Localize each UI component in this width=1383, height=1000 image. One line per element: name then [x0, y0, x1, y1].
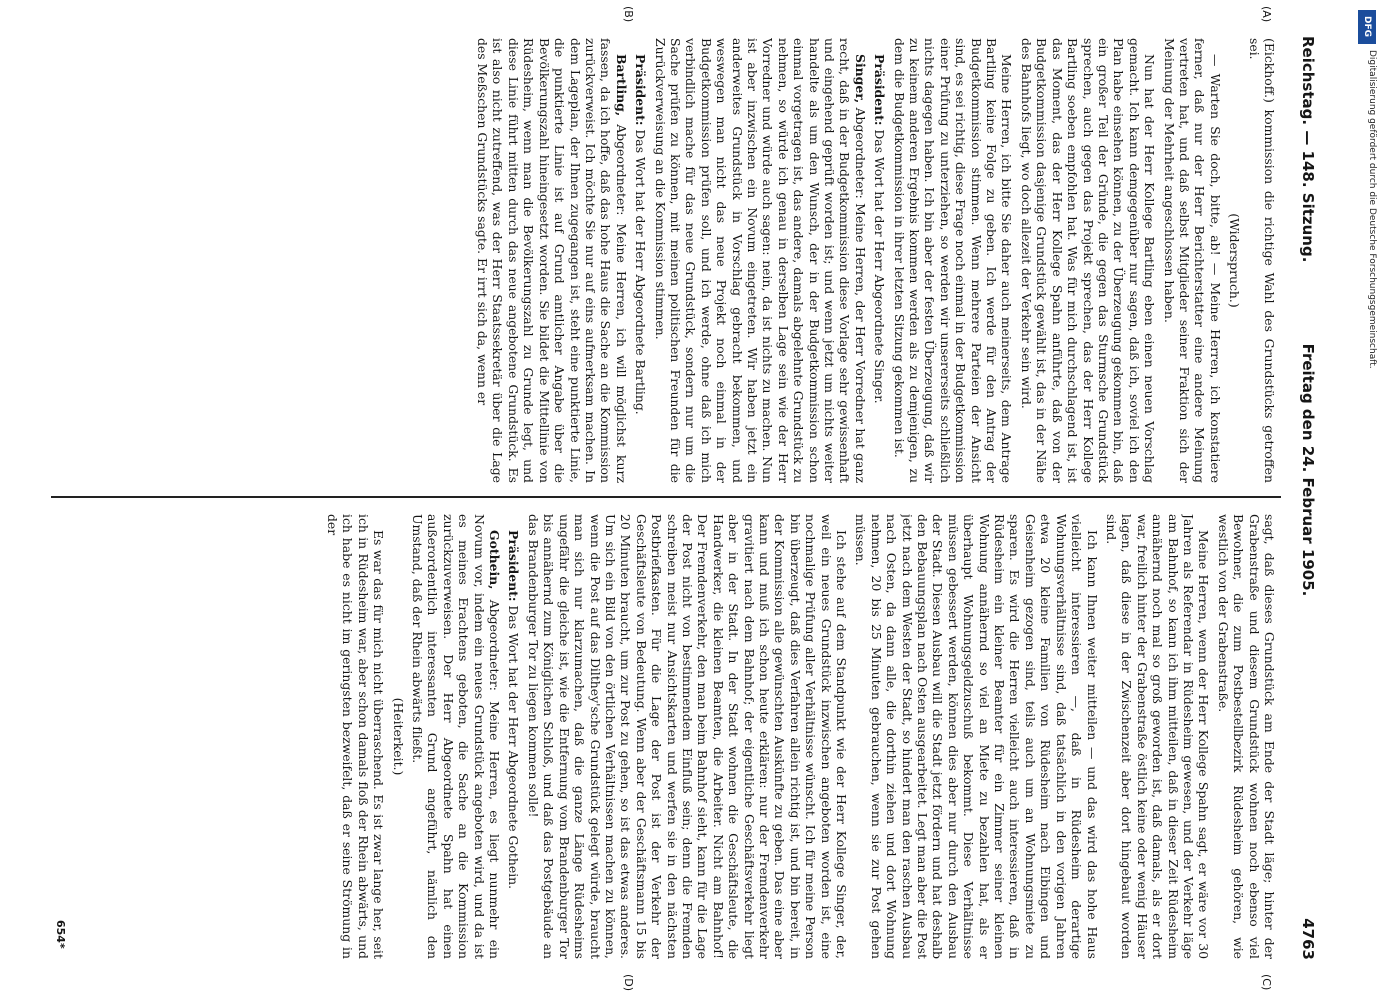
margin-marker-c: (C) [1260, 974, 1273, 991]
speech-text: Das Wort hat der Herr Abgeordnete Gothein. [506, 605, 522, 890]
speaker-name: Bartling, [613, 54, 629, 117]
paragraph: Ich stehe auf dem Standpunkt wie der Herr Kollege Singer, der, weil ein neues Grundstück inzwischen angeboten worden ist, eine nochmalige Prüfung aller Verhältnisse wünscht. Ich für meine Person bin überzeugt, daß dies Verfahren allein richtig ist, und bin bereit, in der Kommission alle gewünschten Auskünfte zu geben. Das eine aber kann und muß ich schon heute erklären: nur der Fremdenverkehr gravitiert nach dem Bahnhof; der eigentliche Geschäftsverkehr liegt aber in der Stadt. In der Stadt wohnen die Geschäftsleute, die Handwerker, die kleinen Beamten, die Arbeiter. Nicht am Bahnhof! Der Fremdenverkehr, den man beim Bahnhof sieht, kann für die Lage der Post nicht von bestimmendem Einfluß sein; denn die Fremden schreiben meist nur Ansichtskarten und werfen sie in den nächsten Postbriefkasten. Für die Lage der Post ist der Verkehr der Geschäftsleute von Bedeutung. Wenn aber der Geschäftsmann 15 bis 20 Minuten braucht, um zur Post zu gehen, so ist das etwas anderes. Um sich ein Bild von den örtlichen Verhältnissen machen zu können, wenn die Post auf das Dilthey'sche Grundstück gelegt würde, braucht man sich nur klarzumachen, daß die ganze Länge Rüdesheims ungefähr die gleiche ist, wie die Entfernung vom Brandenburger Tor bis annähernd zum Königlichen Schloß, und daß das Postgebäude an das Brandenburger Tor zu liegen kommen solle! [525, 514, 850, 959]
speaker-name: Gothein, [487, 530, 503, 590]
paragraph: (Eickhoff.) kommission die richtige Wahl des Grundstücks getroffen sei. [1246, 38, 1277, 483]
paragraph: Es war das für mich nicht überraschend. Es ist zwar lange her, seit ich in Rüdesheim war, aber schon damals floß der Rhein abwärts, und ich habe es nicht im geringsten bezweifelt, daß er seine Strömung in der [325, 514, 387, 959]
margin-marker-a: (A) [1260, 6, 1273, 23]
signature-mark: 654* [54, 920, 67, 949]
header-date: Freitag den 24. Februar 1905. [1299, 343, 1317, 597]
right-column [77, 514, 1277, 959]
credit-text: Digitalisierung gefördert durch die Deutsche Forschungsgemeinschaft. [1367, 50, 1377, 369]
speaker-name: Präsident: [506, 530, 522, 602]
president-statement [506, 514, 521, 959]
speaker-name: Präsident: [633, 54, 649, 126]
president-statement [872, 38, 887, 483]
paragraph: Meine Herren, ich bitte Sie daher auch meinerseits, dem Antrage Bartling keine Folge zu geben. Ich werde für den Antrag der Budgetkommission stimmen. Wenn mehrere Parteien der Ansicht sind, es sei richtig, diese Frage noch einmal in der Budgetkommission einer Prüfung zu unterziehen, so werden wir unsererseits schließlich nichts dagegen haben. Ich bin aber der festen Überzeugung, daß wir zu keinem anderen Ergebnis kommen werden als zu demjenigen, zu dem die Budgetkommission in ihrer letzten Sitzung gekommen ist. [891, 38, 1015, 483]
speech-paragraph [652, 38, 868, 483]
page-header [1285, 30, 1325, 970]
digitization-credit [1355, 8, 1381, 992]
rotated-page-content [45, 6, 1325, 992]
speaker-name: Präsident: [872, 54, 888, 126]
margin-marker-d: (D) [622, 974, 635, 992]
speech-text: Abgeordneter: Meine Herren, es liegt nunmehr ein Novum vor, indem ein neues Grundstück angeboten wird, und da ist es meines Erachtens geboten, die Sache an die Kommission zurückzuverweisen. Der Herr Abgeordnete Spahn hat einen außerordentlich interessanten Grund angeführt, nämlich den Umstand, daß der Rhein abwärts fließt. [410, 514, 503, 959]
header-left: Reichstag. — 148. Sitzung. [1299, 36, 1317, 263]
speech-text: Abgeordneter: Meine Herren, ich will möglichst kurz fassen, da ich hoffe, daß das hohe Haus die Sache an die Kommission zurückverweist. Ich möchte Sie nur auf eins aufmerksam machen. In dem Lageplan, der Ihnen zugegangen ist, steht eine punktierte Linie, die punktierte Linie ist auf Grund amtlicher Angabe über die Bevölkerungszahl hineingesetzt worden. Sie bildet die Mittellinie von Rüdesheim, wenn man die Bevölkerungszahl zu Grunde legt, und diese Linie führt mitten durch das neue angebotene Grundstück. Es ist also nicht zutreffend, was der Herr Staatssekretär über die Lage des Meßschen Grundstücks sagte. Er irrt sich da, wenn er [475, 38, 629, 483]
paragraph: Nun hat der Herr Kollege Bartling eben einen neuen Vorschlag gemacht. Ich kann demgegenüber nur sagen, daß ich, soviel ich den Plan habe einsehen können, zu der Überzeugung gekommen bin, daß ein großer Teil der Gründe, die gegen das Sturmsche Grundstück sprechen, auch gegen das Projekt sprechen, das der Herr Kollege Bartling soeben empfohlen hat. Was für mich durchschlagend ist, ist das Moment, das der Herr Kollege Spahn anführte, daß von der Budgetkommission dasjenige Grundstück gewählt ist, das in der Nähe des Bahnhofs liegt, wo doch allezeit der Verkehr sein wird. [1018, 38, 1158, 483]
speech-text: Das Wort hat der Herr Abgeordnete Singer. [872, 129, 888, 404]
paragraph: — Warten Sie doch, bitte, ab! — Meine Herren, ich konstatiere ferner, daß nur der Herr Berichterstatter eine andere Meinung vertreten hat, und daß selbst Mitglieder seiner Fraktion sich der Meinung der Mehrheit angeschlossen haben. [1161, 38, 1223, 483]
dfg-logo: DFG [1358, 10, 1376, 44]
margin-marker-b: (B) [622, 6, 635, 23]
stage-direction: (Widerspruch.) [1227, 213, 1243, 308]
speech-paragraph [475, 38, 629, 483]
page-number: 4763 [1299, 918, 1317, 960]
paragraph: Ich kann Ihnen weiter mitteilen — und das wird das hohe Haus vielleicht interessieren —, daß in Rüdesheim derartige Wohnungsverhältnisse sind, daß tatsächlich in den vorigen Jahren etwa 20 kleine Familien von Rüdesheim nach Eibingen und Geisenheim gezogen sind, teils auch um an Wohnungsmiete zu sparen. Es wird die Herren vielleicht auch interessieren, daß in Rüdesheim ein kleiner Beamter für ein Zimmer seiner kleinen Wohnung annähernd so viel an Miete zu bezahlen hat, als er überhaupt Wohnungsgeldzuschuß bekommt. Diese Verhältnisse müssen gebessert werden, können dies aber nur durch den Ausbau der Stadt. Diesen Ausbau will die Stadt jetzt fördern und hat deshalb den Bebauungsplan nach Osten ausgearbeitet. Legt man aber die Post jetzt nach dem Westen der Stadt, so hindert man den raschen Ausbau nach Osten, da dann alle, die dorthin ziehen und dort Wohnung nehmen, 20 bis 25 Minuten gebrauchen, wenn sie zur Post gehen müssen. [853, 514, 1100, 959]
speech-text: Das Wort hat der Herr Abgeordnete Bartling. [633, 129, 649, 415]
speaker-name: Singer, [852, 54, 868, 104]
left-column [77, 38, 1277, 483]
president-statement [633, 38, 648, 483]
paragraph: Meine Herren, wenn der Herr Kollege Spahn sagt, er wäre vor 30 Jahren als Referendar in Rüdesheim gewesen, und der Verkehr läge am Bahnhof, so kann ich ihm mitteilen, daß in dieser Zeit Rüdesheim annähernd noch mal so groß geworden ist, daß damals, als er dort war, freilich hinter der Grabenstraße östlich keine oder wenig Häuser lagen, daß diese in der Zwischenzeit aber dort hingebaut worden sind. [1103, 514, 1212, 959]
speech-paragraph [410, 514, 502, 959]
stage-direction: (Heiterkeit.) [390, 697, 406, 776]
paragraph: sagt, daß dieses Grundstück am Ende der Stadt läge; hinter der Grabenstraße und diesem Grundstück wohnen noch ebenso viel Bewohner, die zum Postbestellbezirk Rüdesheim gehören, wie westlich von der Grabenstraße. [1215, 514, 1277, 959]
column-divider [51, 496, 1281, 498]
speech-text: Abgeordneter: Meine Herren, der Herr Vorredner hat ganz recht, daß in der Budgetkommission diese Vorlage sehr gewissenhaft und eingehend geprüft worden ist; und wenn jetzt um nichts weiter handelte als um den Wunsch, der in der Budgetkommission schon einmal vorgetragen ist, das andere, damals abgelehnte Grundstück zu nehmen, so würde ich genau in derselben Lage sein wie der Herr Vorredner und würde auch sagen: nein, da ist nichts zu machen. Nun ist aber inzwischen ein Novum eingetreten. Wir haben jetzt ein anderweites Grundstück in Vorschlag gebracht bekommen, und weswegen man nicht das neue Projekt noch einmal in der Budgetkommission prüfen soll, und ich werde, ohne daß ich mich verbindlich mache für das neue Grundstück, sondern nur um die Sache prüfen zu können, mit meinen politischen Freunden für die Zurückverweisung an die Kommission stimmen. [652, 38, 868, 483]
